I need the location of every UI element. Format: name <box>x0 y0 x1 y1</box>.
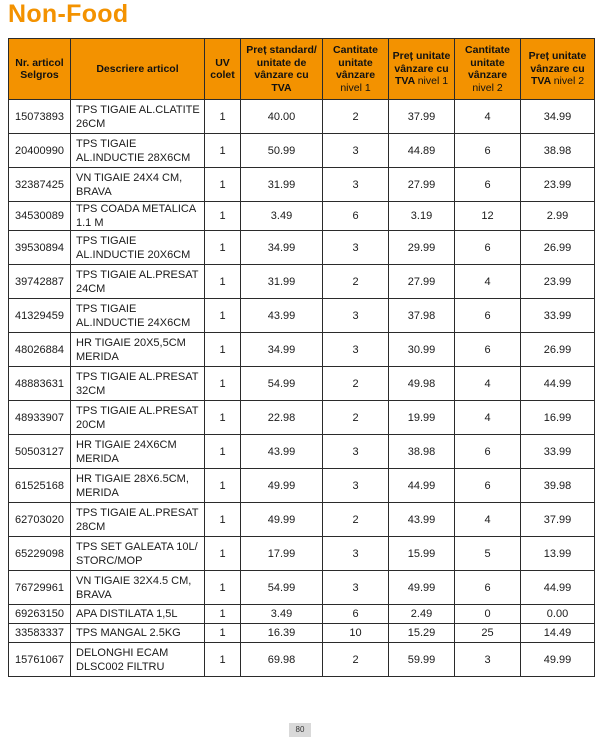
cell-uv: 1 <box>205 100 241 134</box>
cell-desc: HR TIGAIE 28X6.5CM, MERIDA <box>71 469 205 503</box>
header-cant1-main: Cantitate unitate vânzare <box>333 44 378 81</box>
cell-uv: 1 <box>205 134 241 168</box>
cell-cant1: 2 <box>323 503 389 537</box>
header-nr: Nr. articol Selgros <box>9 39 71 100</box>
table-row <box>9 202 595 231</box>
header-pret1 <box>389 39 455 100</box>
cell-cant2: 0 <box>455 605 521 624</box>
table-row <box>9 265 595 299</box>
header-cant2-level: nivel 2 <box>472 81 503 94</box>
header-cant1 <box>323 39 389 100</box>
cell-cant2: 4 <box>455 265 521 299</box>
header-cant1-level: nivel 1 <box>340 81 371 94</box>
table-row <box>9 605 595 624</box>
cell-cant2: 5 <box>455 537 521 571</box>
cell-pret2: 0.00 <box>521 605 595 624</box>
cell-cant1: 2 <box>323 401 389 435</box>
cell-nr: 61525168 <box>9 469 71 503</box>
cell-pret2: 34.99 <box>521 100 595 134</box>
cell-pret-std: 40.00 <box>241 100 323 134</box>
cell-pret2: 26.99 <box>521 333 595 367</box>
cell-uv: 1 <box>205 367 241 401</box>
cell-desc: VN TIGAIE 32X4.5 CM, BRAVA <box>71 571 205 605</box>
cell-pret-std: 69.98 <box>241 643 323 677</box>
header-cant2-main: Cantitate unitate vânzare <box>465 44 510 81</box>
cell-nr: 34530089 <box>9 202 71 231</box>
cell-pret2: 38.98 <box>521 134 595 168</box>
cell-cant1: 10 <box>323 624 389 643</box>
cell-uv: 1 <box>205 265 241 299</box>
cell-cant1: 3 <box>323 168 389 202</box>
cell-cant1: 3 <box>323 435 389 469</box>
cell-desc: TPS MANGAL 2.5KG <box>71 624 205 643</box>
cell-cant1: 3 <box>323 571 389 605</box>
cell-pret2: 26.99 <box>521 231 595 265</box>
cell-cant1: 6 <box>323 605 389 624</box>
cell-pret1: 37.99 <box>389 100 455 134</box>
cell-uv: 1 <box>205 605 241 624</box>
cell-nr: 33583337 <box>9 624 71 643</box>
header-desc: Descriere articol <box>71 39 205 100</box>
cell-pret1: 43.99 <box>389 503 455 537</box>
cell-cant2: 6 <box>455 134 521 168</box>
cell-desc: HR TIGAIE 20X5,5CM MERIDA <box>71 333 205 367</box>
cell-uv: 1 <box>205 168 241 202</box>
cell-desc: APA DISTILATA 1,5L <box>71 605 205 624</box>
cell-desc: HR TIGAIE 24X6CM MERIDA <box>71 435 205 469</box>
cell-nr: 48933907 <box>9 401 71 435</box>
table-row <box>9 624 595 643</box>
cell-uv: 1 <box>205 435 241 469</box>
cell-pret2: 44.99 <box>521 367 595 401</box>
cell-nr: 69263150 <box>9 605 71 624</box>
cell-cant2: 3 <box>455 643 521 677</box>
cell-pret1: 15.99 <box>389 537 455 571</box>
cell-pret-std: 43.99 <box>241 435 323 469</box>
cell-pret1: 27.99 <box>389 265 455 299</box>
cell-pret1: 37.98 <box>389 299 455 333</box>
cell-cant1: 3 <box>323 333 389 367</box>
cell-pret2: 49.99 <box>521 643 595 677</box>
cell-desc: TPS TIGAIE AL.PRESAT 28CM <box>71 503 205 537</box>
cell-nr: 48026884 <box>9 333 71 367</box>
cell-uv: 1 <box>205 231 241 265</box>
cell-pret-std: 17.99 <box>241 537 323 571</box>
page-title: Non-Food <box>8 0 129 28</box>
cell-pret2: 14.49 <box>521 624 595 643</box>
cell-cant1: 6 <box>323 202 389 231</box>
cell-desc: TPS TIGAIE AL.PRESAT 20CM <box>71 401 205 435</box>
cell-cant2: 4 <box>455 367 521 401</box>
cell-cant2: 6 <box>455 435 521 469</box>
table-row <box>9 134 595 168</box>
cell-cant1: 2 <box>323 100 389 134</box>
header-pret2-main: Preț unitate vânzare cu TVA <box>528 50 587 88</box>
cell-pret2: 23.99 <box>521 168 595 202</box>
cell-pret2: 23.99 <box>521 265 595 299</box>
cell-nr: 32387425 <box>9 168 71 202</box>
cell-cant1: 3 <box>323 469 389 503</box>
cell-cant1: 2 <box>323 643 389 677</box>
cell-pret2: 37.99 <box>521 503 595 537</box>
cell-cant2: 4 <box>455 401 521 435</box>
cell-pret1: 27.99 <box>389 168 455 202</box>
table-row <box>9 571 595 605</box>
price-table <box>8 38 595 677</box>
cell-nr: 62703020 <box>9 503 71 537</box>
cell-desc: TPS TIGAIE AL.INDUCTIE 24X6CM <box>71 299 205 333</box>
cell-pret1: 29.99 <box>389 231 455 265</box>
cell-pret2: 39.98 <box>521 469 595 503</box>
cell-pret1: 38.98 <box>389 435 455 469</box>
cell-cant1: 3 <box>323 134 389 168</box>
cell-desc: TPS TIGAIE AL.CLATITE 26CM <box>71 100 205 134</box>
cell-pret1: 49.98 <box>389 367 455 401</box>
cell-cant2: 25 <box>455 624 521 643</box>
header-cant2 <box>455 39 521 100</box>
page-number: 80 <box>289 723 311 737</box>
cell-cant1: 3 <box>323 537 389 571</box>
cell-desc: VN TIGAIE 24X4 CM, BRAVA <box>71 168 205 202</box>
header-pret2 <box>521 39 595 100</box>
cell-desc: TPS TIGAIE AL.INDUCTIE 28X6CM <box>71 134 205 168</box>
cell-pret2: 16.99 <box>521 401 595 435</box>
cell-cant2: 6 <box>455 571 521 605</box>
cell-uv: 1 <box>205 624 241 643</box>
cell-pret1: 44.89 <box>389 134 455 168</box>
header-pret-std: Preț standard/ unitate de vânzare cu TVA <box>241 39 323 100</box>
table-row <box>9 503 595 537</box>
cell-nr: 65229098 <box>9 537 71 571</box>
cell-cant1: 3 <box>323 231 389 265</box>
header-pret1-main: Preț unitate vânzare cu TVA <box>392 50 451 88</box>
header-uv: UV colet <box>205 39 241 100</box>
cell-cant2: 6 <box>455 231 521 265</box>
cell-cant2: 4 <box>455 503 521 537</box>
cell-pret-std: 49.99 <box>241 503 323 537</box>
table-row <box>9 100 595 134</box>
cell-pret-std: 54.99 <box>241 367 323 401</box>
cell-pret1: 59.99 <box>389 643 455 677</box>
table-row <box>9 367 595 401</box>
table-row <box>9 168 595 202</box>
cell-cant1: 2 <box>323 265 389 299</box>
cell-nr: 41329459 <box>9 299 71 333</box>
table-row <box>9 333 595 367</box>
cell-pret-std: 54.99 <box>241 571 323 605</box>
cell-nr: 20400990 <box>9 134 71 168</box>
cell-cant1: 3 <box>323 299 389 333</box>
cell-uv: 1 <box>205 469 241 503</box>
cell-pret-std: 50.99 <box>241 134 323 168</box>
cell-uv: 1 <box>205 333 241 367</box>
cell-pret-std: 34.99 <box>241 231 323 265</box>
cell-uv: 1 <box>205 202 241 231</box>
cell-pret1: 44.99 <box>389 469 455 503</box>
cell-cant2: 6 <box>455 299 521 333</box>
table-row <box>9 537 595 571</box>
cell-pret-std: 43.99 <box>241 299 323 333</box>
cell-pret2: 44.99 <box>521 571 595 605</box>
cell-pret1: 30.99 <box>389 333 455 367</box>
cell-desc: TPS TIGAIE AL.INDUCTIE 20X6CM <box>71 231 205 265</box>
cell-desc: TPS SET GALEATA 10L/ STORC/MOP <box>71 537 205 571</box>
cell-uv: 1 <box>205 537 241 571</box>
cell-pret-std: 16.39 <box>241 624 323 643</box>
table-row <box>9 469 595 503</box>
table-row <box>9 231 595 265</box>
cell-nr: 39742887 <box>9 265 71 299</box>
cell-uv: 1 <box>205 571 241 605</box>
cell-cant2: 6 <box>455 168 521 202</box>
cell-nr: 50503127 <box>9 435 71 469</box>
cell-cant2: 4 <box>455 100 521 134</box>
cell-pret-std: 22.98 <box>241 401 323 435</box>
cell-uv: 1 <box>205 503 241 537</box>
table-header-row <box>9 39 595 100</box>
header-pret1-level: nivel 1 <box>417 75 449 88</box>
cell-pret1: 2.49 <box>389 605 455 624</box>
cell-pret-std: 31.99 <box>241 168 323 202</box>
cell-nr: 15073893 <box>9 100 71 134</box>
cell-pret2: 33.99 <box>521 435 595 469</box>
cell-pret-std: 34.99 <box>241 333 323 367</box>
table-row <box>9 401 595 435</box>
cell-pret2: 33.99 <box>521 299 595 333</box>
cell-cant2: 6 <box>455 333 521 367</box>
cell-nr: 76729961 <box>9 571 71 605</box>
cell-desc: TPS COADA METALICA 1.1 M <box>71 202 205 231</box>
cell-cant2: 6 <box>455 469 521 503</box>
cell-pret2: 13.99 <box>521 537 595 571</box>
cell-nr: 48883631 <box>9 367 71 401</box>
cell-pret1: 3.19 <box>389 202 455 231</box>
cell-pret1: 49.99 <box>389 571 455 605</box>
cell-uv: 1 <box>205 401 241 435</box>
header-pret2-level: nivel 2 <box>553 75 585 88</box>
cell-pret1: 19.99 <box>389 401 455 435</box>
cell-desc: TPS TIGAIE AL.PRESAT 32CM <box>71 367 205 401</box>
cell-nr: 15761067 <box>9 643 71 677</box>
cell-pret-std: 49.99 <box>241 469 323 503</box>
cell-pret-std: 31.99 <box>241 265 323 299</box>
cell-desc: TPS TIGAIE AL.PRESAT 24CM <box>71 265 205 299</box>
table-row <box>9 643 595 677</box>
cell-desc: DELONGHI ECAM DLSC002 FILTRU <box>71 643 205 677</box>
cell-cant1: 2 <box>323 367 389 401</box>
table-row <box>9 435 595 469</box>
cell-pret1: 15.29 <box>389 624 455 643</box>
cell-uv: 1 <box>205 643 241 677</box>
cell-cant2: 12 <box>455 202 521 231</box>
table-row <box>9 299 595 333</box>
cell-pret2: 2.99 <box>521 202 595 231</box>
cell-uv: 1 <box>205 299 241 333</box>
cell-pret-std: 3.49 <box>241 202 323 231</box>
cell-nr: 39530894 <box>9 231 71 265</box>
cell-pret-std: 3.49 <box>241 605 323 624</box>
